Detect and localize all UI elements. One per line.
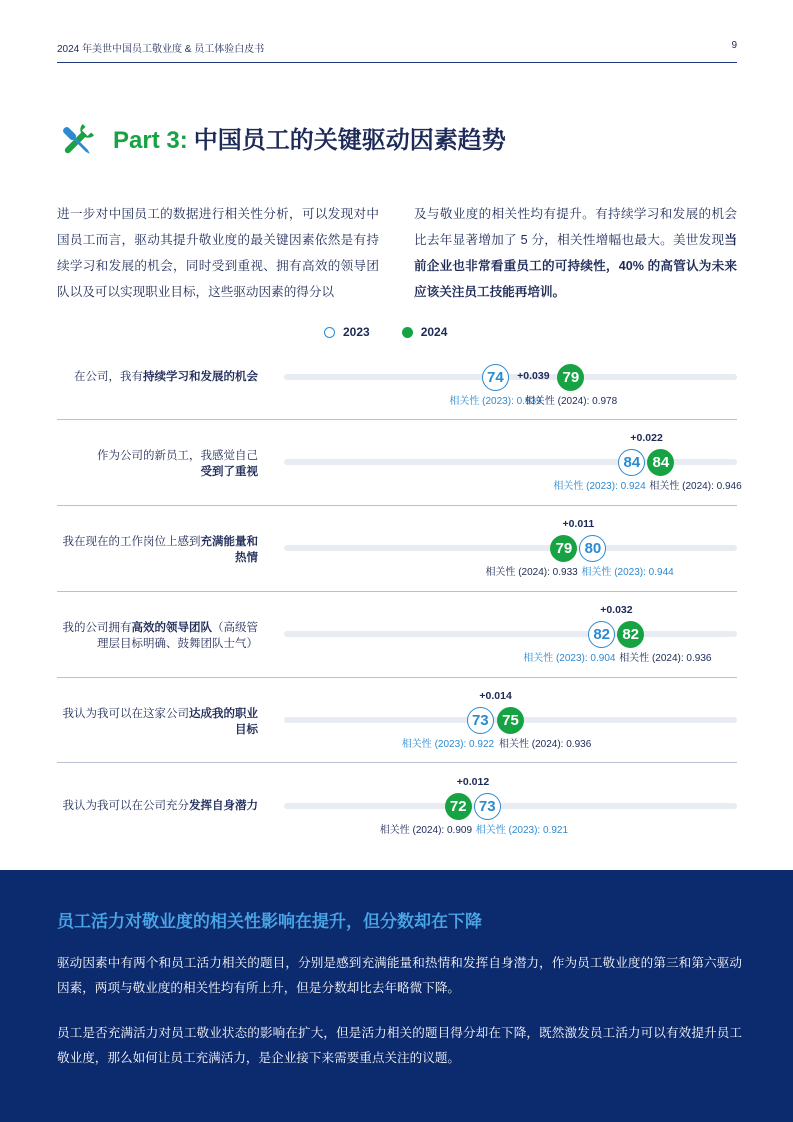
score-2024-bubble: 79 bbox=[550, 535, 577, 562]
correlation-2024: 相关性 (2024): 0.936 bbox=[499, 739, 592, 750]
score-2024-bubble: 82 bbox=[617, 621, 644, 648]
score-2023-bubble: 80 bbox=[579, 535, 606, 562]
score-track bbox=[284, 374, 737, 380]
driver-label-note: （高级管理层目标明确、鼓舞团队士气） bbox=[97, 622, 258, 650]
document-title: 2024 年美世中国员工敬业度 & 员工体验白皮书 bbox=[57, 44, 265, 55]
correlation-2023: 相关性 (2023): 0.921 bbox=[475, 825, 569, 836]
row-separator bbox=[57, 591, 737, 592]
score-2024-bubble: 79 bbox=[557, 364, 584, 391]
driver-label-bold: 高效的领导团队 bbox=[131, 622, 212, 634]
score-2024-bubble: 75 bbox=[497, 707, 524, 734]
driver-label bbox=[57, 798, 258, 814]
intro-paragraph-left: 进一步对中国员工的数据进行相关性分析，可以发现对中国员工而言，驱动其提升敬业度的最关键因素依然是有持续学习和发展的机会，同时受到重视、拥有高效的领导团队以及可以实现职业目标，这些驱动因素的得分以 bbox=[57, 207, 379, 299]
correlation-delta: +0.014 bbox=[479, 690, 512, 702]
driver-label bbox=[57, 706, 258, 738]
section-part-number: Part 3: bbox=[113, 127, 188, 154]
row-separator bbox=[57, 762, 737, 763]
driver-label-text: 作为公司的新员工，我感觉自己 bbox=[97, 450, 258, 462]
correlation-2023: 相关性 (2023): 0.939 bbox=[449, 396, 542, 407]
driver-label bbox=[57, 534, 258, 566]
panel-paragraph-2: 员工是否充满活力对员工敬业状态的影响在扩大，但是活力相关的题目得分却在下降，既然激发员工活力可以有效提升员工敬业度，那么如何让员工充满活力，是企业接下来需要重点关注的议题。 bbox=[57, 1026, 742, 1065]
score-2023-bubble: 73 bbox=[467, 707, 494, 734]
correlation-delta: +0.039 bbox=[517, 370, 550, 382]
intro-right-bold: 当前企业也非常看重员工的可持续性，40% 的高管认为未来应该关注员工技能再培训。 bbox=[414, 233, 737, 299]
intro-right-text: 及与敬业度的相关性均有提升。有持续学习和发展的机会比去年显著增加了 5 分，相关性增幅也最大。美世发现 bbox=[414, 207, 737, 247]
driver-label-text: 在公司，我有 bbox=[74, 371, 143, 383]
driver-label-bold: 充满能量和热情 bbox=[200, 536, 258, 564]
score-track bbox=[284, 545, 737, 551]
row-separator bbox=[57, 677, 737, 678]
row-separator bbox=[57, 419, 737, 420]
score-2024-bubble: 84 bbox=[647, 449, 674, 476]
driver-label-text: 我的公司拥有 bbox=[62, 622, 132, 634]
driver-label bbox=[57, 448, 258, 480]
score-2023-bubble: 73 bbox=[474, 793, 501, 820]
correlation-2023: 相关性 (2023): 0.944 bbox=[581, 567, 674, 578]
correlation-2024: 相关性 (2024): 0.978 bbox=[524, 396, 618, 407]
score-2023-bubble: 84 bbox=[618, 449, 645, 476]
score-track bbox=[284, 803, 737, 809]
score-2023-bubble: 82 bbox=[588, 621, 615, 648]
correlation-2024: 相关性 (2024): 0.909 bbox=[379, 825, 473, 836]
correlation-delta: +0.011 bbox=[562, 518, 595, 530]
section-title-text: 中国员工的关键驱动因素趋势 bbox=[193, 127, 506, 154]
score-track bbox=[284, 631, 737, 637]
row-separator bbox=[57, 505, 737, 506]
correlation-2023: 相关性 (2023): 0.904 bbox=[523, 653, 616, 664]
score-2023-bubble: 74 bbox=[482, 364, 509, 391]
driver-label-bold: 发挥自身潜力 bbox=[189, 800, 258, 812]
insight-panel bbox=[0, 870, 793, 1122]
correlation-2023: 相关性 (2023): 0.924 bbox=[553, 481, 646, 492]
correlation-2024: 相关性 (2024): 0.946 bbox=[649, 481, 742, 492]
driver-label-bold: 达成我的职业目标 bbox=[189, 708, 258, 736]
driver-label-bold: 受到了重视 bbox=[200, 466, 258, 478]
driver-label-text: 我认为我可以在这家公司 bbox=[62, 708, 189, 720]
correlation-delta: +0.012 bbox=[456, 776, 490, 788]
correlation-2024: 相关性 (2024): 0.933 bbox=[485, 567, 578, 578]
legend-label-2024: 2024 bbox=[420, 325, 448, 339]
legend-label-2023: 2023 bbox=[343, 325, 370, 339]
page-number: 9 bbox=[731, 40, 737, 51]
correlation-delta: +0.022 bbox=[630, 432, 663, 444]
correlation-delta: +0.032 bbox=[600, 604, 633, 616]
panel-paragraph-1: 驱动因素中有两个和员工活力相关的题目，分别是感到充满能量和热情和发挥自身潜力，作为员工敬业度的第三和第六驱动因素，两项与敬业度的相关性均有所上升，但是分数却比去年略微下降。 bbox=[57, 956, 742, 995]
driver-label bbox=[57, 620, 258, 652]
correlation-2023: 相关性 (2023): 0.922 bbox=[401, 739, 495, 750]
panel-title: 员工活力对敬业度的相关性影响在提升，但分数却在下降 bbox=[57, 912, 482, 931]
correlation-2024: 相关性 (2024): 0.936 bbox=[619, 653, 712, 664]
driver-label-text: 我认为我可以在公司充分 bbox=[62, 800, 189, 812]
score-2024-bubble: 72 bbox=[445, 793, 472, 820]
driver-label bbox=[57, 369, 258, 385]
driver-label-bold: 持续学习和发展的机会 bbox=[143, 371, 258, 383]
driver-label-text: 我在现在的工作岗位上感到 bbox=[62, 536, 201, 548]
